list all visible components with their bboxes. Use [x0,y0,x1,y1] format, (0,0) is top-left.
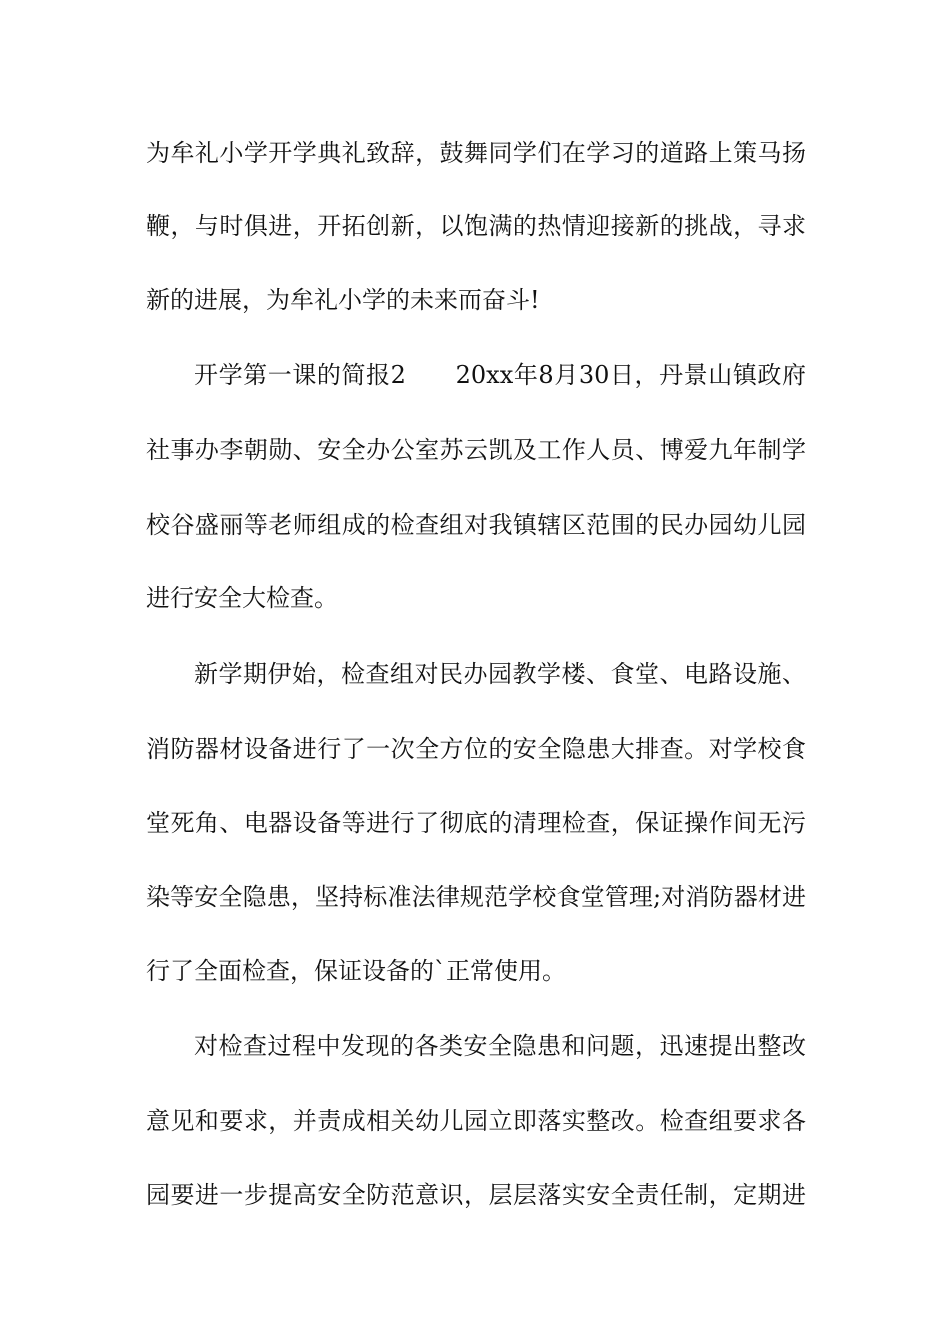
text-line: 社事办李朝勋、安全办公室苏云凯及工作人员、博爱九年制学 [146,436,806,464]
text-line: 染等安全隐患，坚持标准法律规范学校食堂管理;对消防器材进 [146,883,806,911]
text-line: 为牟礼小学开学典礼致辞，鼓舞同学们在学习的道路上策马扬 [146,139,806,167]
text-line: 开学第一课的简报2 20xx年8月30日，丹景山镇政府 [194,361,806,389]
text-line: 校谷盛丽等老师组成的检查组对我镇辖区范围的民办园幼儿园 [146,511,806,539]
text-line: 意见和要求，并责成相关幼儿园立即落实整改。检查组要求各 [146,1107,806,1135]
text-line: 园要进一步提高安全防范意识，层层落实安全责任制，定期进 [146,1181,806,1209]
text-line: 对检查过程中发现的各类安全隐患和问题，迅速提出整改 [194,1032,806,1060]
text-line: 堂死角、电器设备等进行了彻底的清理检查，保证操作间无污 [146,809,806,837]
text-line: 消防器材设备进行了一次全方位的安全隐患大排查。对学校食 [146,735,806,763]
text-line: 新学期伊始，检查组对民办园教学楼、食堂、电路设施、 [194,660,806,688]
text-line: 进行安全大检查。 [146,584,338,612]
text-line: 新的进展，为牟礼小学的未来而奋斗! [146,286,540,314]
text-line: 行了全面检查，保证设备的`正常使用。 [146,957,566,985]
text-line: 鞭，与时俱进，开拓创新，以饱满的热情迎接新的挑战，寻求 [146,212,806,240]
